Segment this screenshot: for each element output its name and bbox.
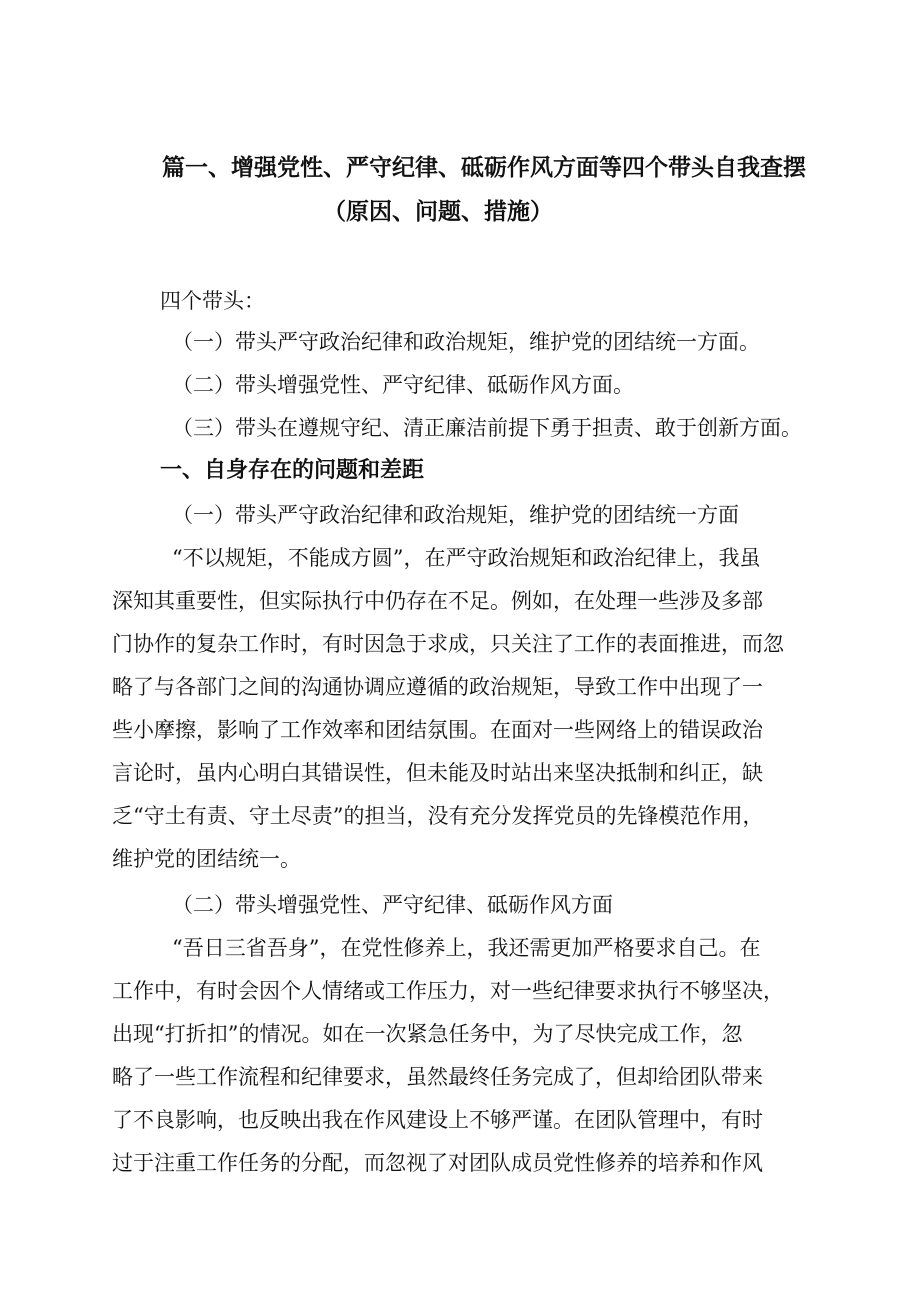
paragraph-line: “不以规矩，不能成方圆”，在严守政治规矩和政治纪律上，我虽	[172, 546, 761, 570]
subsection-heading-1: （一）带头严守政治纪律和政治规矩，维护党的团结统一方面	[172, 503, 739, 527]
intro-item-3: （三）带头在遵规守纪、清正廉洁前提下勇于担责、敢于创新方面。	[172, 416, 802, 440]
paragraph-line: 略了与各部门之间的沟通协调应遵循的政治规矩，导致工作中出现了一	[112, 675, 763, 699]
paragraph-line: 了不良影响，也反映出我在作风建设上不够严谨。在团队管理中，有时	[112, 1108, 763, 1132]
paragraph-line: 维护党的团结统一。	[112, 847, 301, 871]
paragraph-line: 言论时，虽内心明白其错误性，但未能及时站出来坚决抵制和纠正，缺	[112, 761, 763, 785]
paragraph-line: 乏“守土有责、守土尽责”的担当，没有充分发挥党员的先锋模范作用，	[112, 804, 764, 828]
section-heading: 一、自身存在的问题和差距	[160, 458, 425, 483]
paragraph-line: 门协作的复杂工作时，有时因急于求成，只关注了工作的表面推进，而忽	[112, 632, 784, 656]
paragraph-line: 出现“打折扣”的情况。如在一次紧急任务中，为了尽快完成工作，忽	[112, 1022, 743, 1046]
subsection-heading-2: （二）带头增强党性、严守纪律、砥砺作风方面	[172, 893, 613, 917]
paragraph-line: 过于注重工作任务的分配，而忽视了对团队成员党性修养的培养和作风	[112, 1151, 763, 1175]
document-title-subtitle: （原因、问题、措施）	[323, 199, 553, 225]
paragraph-line: 些小摩擦，影响了工作效率和团结氛围。在面对一些网络上的错误政治	[112, 718, 763, 742]
paragraph-line: “吾日三省吾身”，在党性修养上，我还需更加严格要求自己。在	[172, 936, 761, 960]
paragraph-line: 工作中，有时会因个人情绪或工作压力，对一些纪律要求执行不够坚决，	[112, 979, 784, 1003]
intro-label: 四个带头：	[160, 289, 265, 313]
paragraph-line: 深知其重要性，但实际执行中仍存在不足。例如，在处理一些涉及多部	[112, 589, 763, 613]
paragraph-line: 略了一些工作流程和纪律要求，虽然最终任务完成了，但却给团队带来	[112, 1065, 763, 1089]
intro-item-2: （二）带头增强党性、严守纪律、砥砺作风方面。	[172, 373, 634, 397]
document-title: 篇一、增强党性、严守纪律、砥砺作风方面等四个带头自我查摆	[162, 155, 806, 181]
intro-item-1: （一）带头严守政治纪律和政治规矩，维护党的团结统一方面。	[172, 330, 760, 354]
